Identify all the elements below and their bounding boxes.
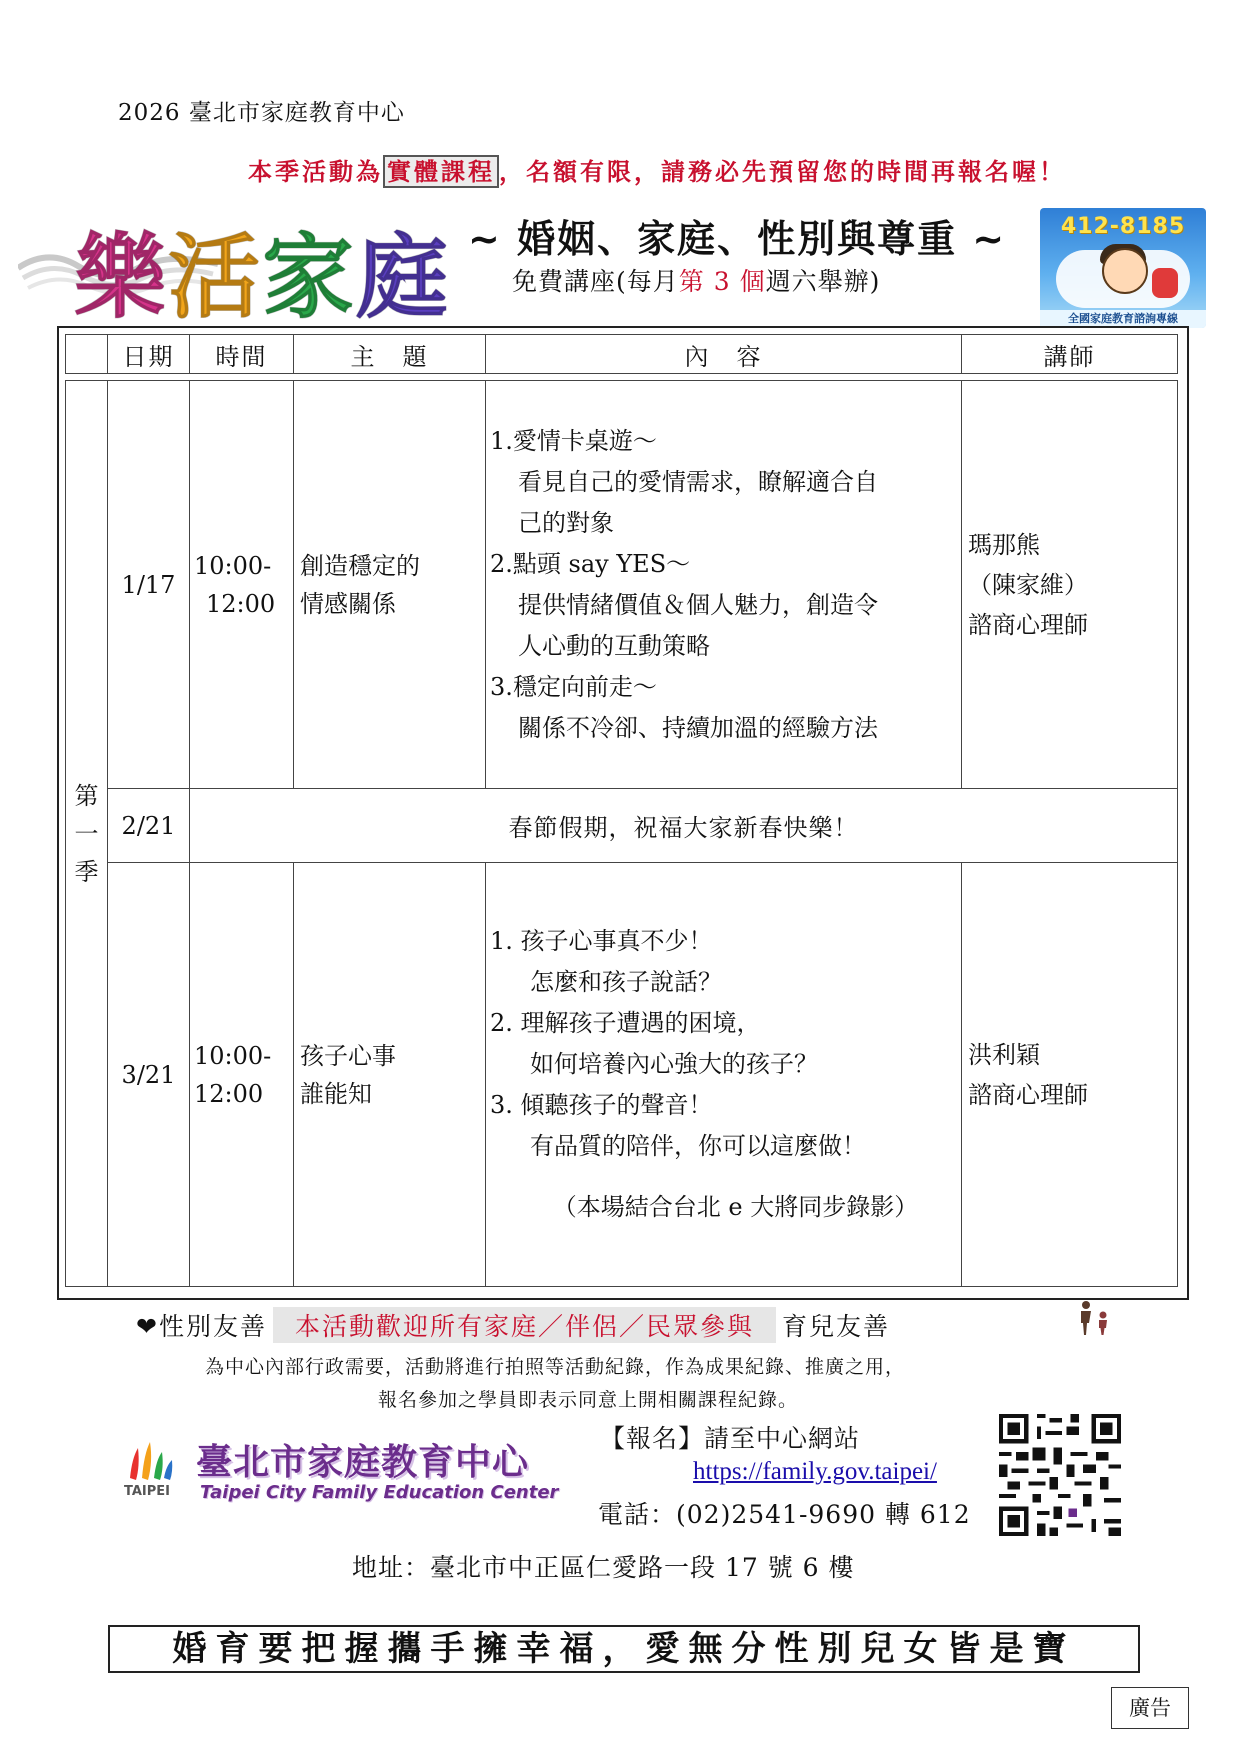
main-title <box>74 204 450 336</box>
telephone-icon <box>1152 268 1178 298</box>
time-end: 12:00 <box>194 1079 264 1108</box>
hotline-number: 412-8185 <box>1060 214 1186 239</box>
title-char: 樂 <box>74 223 169 331</box>
header-lecturer: 講師 <box>962 335 1178 374</box>
holiday-note: 春節假期，祝福大家新春快樂！ <box>190 789 1178 863</box>
header-content: 內 容 <box>486 335 962 374</box>
schedule-pre: 免費講座(每月 <box>512 267 679 296</box>
topic-line: 誰能知 <box>300 1079 372 1108</box>
qr-code-icon[interactable] <box>999 1414 1121 1536</box>
content-line: 如何培養內心強大的孩子？ <box>530 1050 818 1078</box>
taipei-wordmark: TAIPEI <box>124 1484 171 1499</box>
title-char: 家 <box>262 223 357 331</box>
content-line: 2.點頭 say YES～ <box>490 549 691 578</box>
session-topic <box>294 863 486 1287</box>
friendly-line <box>136 1307 890 1343</box>
content-line: 看見自己的愛情需求，瞭解適合自 <box>518 467 878 496</box>
topic-line: 創造穩定的 <box>300 551 420 580</box>
content-line: 關係不冷卻、持續加溫的經驗方法 <box>518 713 878 742</box>
website-link[interactable]: https://family.gov.taipei/ <box>693 1458 937 1485</box>
phone-number: 電話：(02)2541-9690 轉 612 <box>598 1500 971 1529</box>
organizer-year: 2026 臺北市家庭教育中心 <box>118 100 405 126</box>
header-topic: 主 題 <box>294 335 486 374</box>
content-line: 提供情緒價值＆個人魅力，創造令 <box>518 590 878 619</box>
face-icon <box>1102 248 1148 294</box>
slogan-banner: 婚育要把握攜手擁幸福，愛無分性別兒女皆是寶 <box>108 1625 1140 1673</box>
schedule-post: 週六舉辦) <box>765 267 881 296</box>
notice-post: ，名額有限，請務必先預留您的時間再報名喔！ <box>499 157 1066 186</box>
notice-highlight: 實體課程 <box>383 155 499 188</box>
season-char: 季 <box>74 857 99 886</box>
session-date: 3/21 <box>108 863 190 1287</box>
header-time: 時間 <box>190 335 294 374</box>
time-end: 12:00 <box>206 589 276 618</box>
session-lecturer <box>962 381 1178 789</box>
content-line: 1.愛情卡桌遊～ <box>490 426 657 455</box>
content-line: 1. 孩子心事真不少！ <box>490 927 713 955</box>
content-line: 怎麼和孩子說話？ <box>530 968 722 996</box>
center-name-zh: 臺北市家庭教育中心 <box>196 1442 530 1483</box>
topic-line: 情感關係 <box>300 589 396 618</box>
heart-icon: ❤ <box>136 1312 159 1341</box>
session-content <box>486 381 962 789</box>
title-block <box>18 198 451 331</box>
notice-pre: 本季活動為 <box>248 157 383 186</box>
session-time <box>190 381 294 789</box>
time-start: 10:00- <box>194 551 272 580</box>
season-cell <box>66 381 108 1287</box>
session-date: 1/17 <box>108 381 190 789</box>
subtitle: ~ 婚姻、家庭、性別與尊重 ~ <box>468 217 1007 261</box>
session-topic <box>294 381 486 789</box>
gender-friendly-label: 性別友善 <box>158 1312 267 1341</box>
hotline-caption: 全國家庭教育諮詢專線 <box>1040 310 1206 328</box>
notice-line <box>248 152 1066 187</box>
content-line: 己的對象 <box>518 508 614 537</box>
welcome-band: 本活動歡迎所有家庭／伴侶／民眾參與 <box>273 1307 776 1343</box>
parent-child-icon <box>1076 1300 1114 1336</box>
season-char: 一 <box>74 819 99 848</box>
header-season <box>66 335 108 374</box>
disclaimer-line: 為中心內部行政需要，活動將進行拍照等活動紀錄，作為成果紀錄、推廣之用， <box>205 1356 906 1378</box>
recording-note: （本場結合台北 e 大將同步錄影） <box>552 1193 919 1221</box>
session-content <box>486 863 962 1287</box>
content-line: 2. 理解孩子遭遇的困境， <box>490 1009 761 1037</box>
disclaimer-line: 報名參加之學員即表示同意上開相關課程紀錄。 <box>378 1389 799 1411</box>
table-row <box>66 863 1178 1287</box>
registration-note: 【報名】請至中心網站 <box>600 1424 861 1453</box>
table-row <box>66 789 1178 863</box>
content-line: 人心動的互動策略 <box>518 631 710 660</box>
lecturer-line: 諮商心理師 <box>968 1080 1088 1109</box>
schedule-table-header <box>65 334 1178 374</box>
address: 地址：臺北市中正區仁愛路一段 17 號 6 樓 <box>352 1553 855 1582</box>
table-row <box>66 381 1178 789</box>
lecturer-line: 瑪那熊 <box>968 530 1040 559</box>
hotline-badge <box>1040 208 1206 328</box>
session-time <box>190 863 294 1287</box>
session-lecturer <box>962 863 1178 1287</box>
ad-label: 廣告 <box>1111 1687 1189 1729</box>
center-name-en: Taipei City Family Education Center <box>200 1482 559 1503</box>
topic-line: 孩子心事 <box>300 1041 396 1070</box>
title-char: 庭 <box>356 223 451 331</box>
time-start: 10:00- <box>194 1041 272 1070</box>
content-line: 有品質的陪伴，你可以這麼做！ <box>530 1132 866 1160</box>
session-date: 2/21 <box>108 789 190 863</box>
season-char: 第 <box>74 781 99 810</box>
lecturer-line: （陳家維） <box>968 570 1088 599</box>
schedule-table-body <box>65 380 1178 1287</box>
schedule-highlight: 第 3 個 <box>678 267 766 296</box>
schedule-note <box>512 262 880 298</box>
center-logo <box>120 1438 560 1508</box>
title-char: 活 <box>168 223 263 331</box>
child-friendly-label: 育兒友善 <box>781 1312 890 1341</box>
lecturer-line: 諮商心理師 <box>968 610 1088 639</box>
content-line: 3. 傾聽孩子的聲音！ <box>490 1091 713 1119</box>
header-date: 日期 <box>108 335 190 374</box>
lecturer-line: 洪利穎 <box>968 1040 1040 1069</box>
content-line: 3.穩定向前走～ <box>490 672 657 701</box>
